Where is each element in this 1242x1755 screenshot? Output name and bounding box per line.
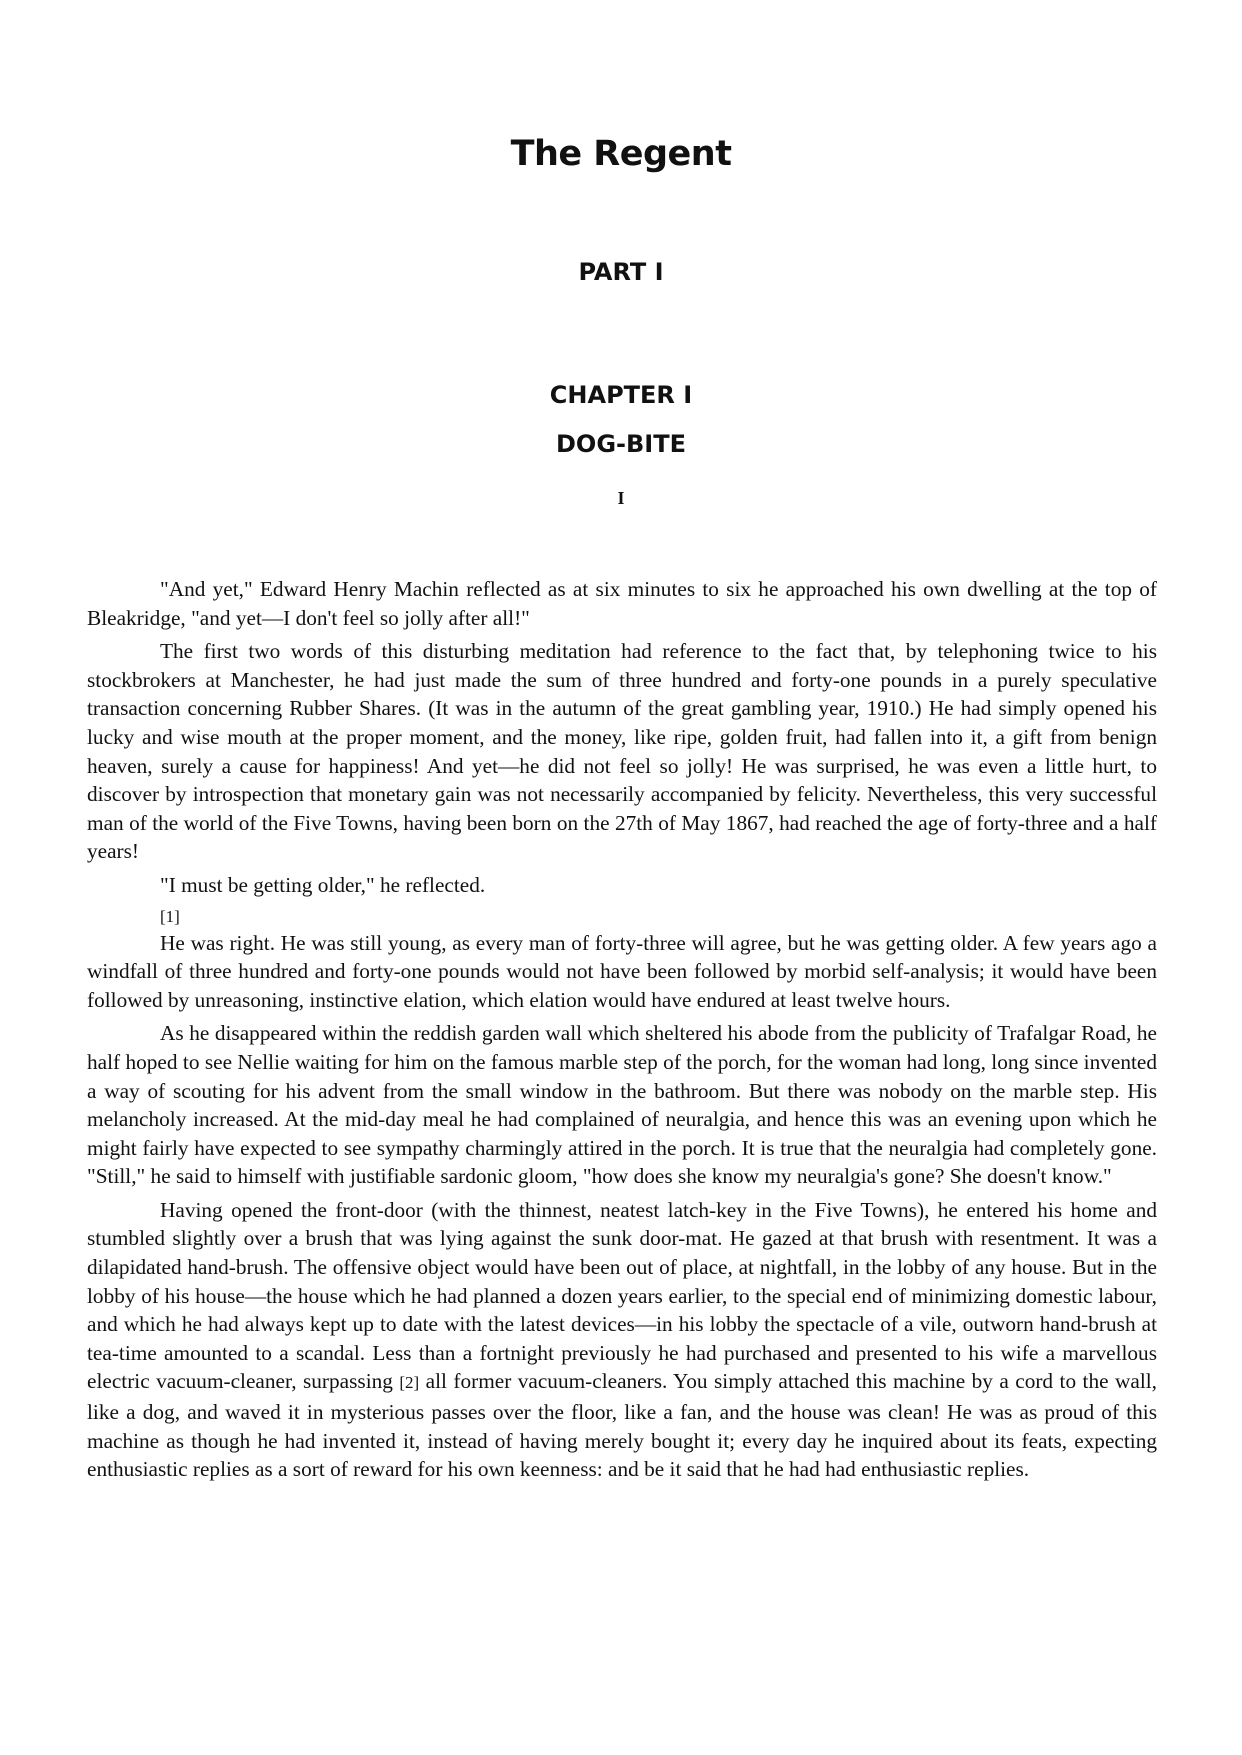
chapter-title: DOG-BITE [556,430,686,458]
page-number-marker: [2] [399,1373,420,1393]
paragraph: "And yet," Edward Henry Machin reflected as at six minutes to six he approached his own dwelling at the top of Bleakridge, "and yet—I don't feel so jolly after all!" [87,577,1157,630]
paragraph: The first two words of this disturbing meditation had reference to the fact that, by telephoning twice to his stockbrokers at Manchester, he had just made the sum of three hundred and forty-one pounds in a purely speculative transaction concerning Rubber Shares. (It was in the autumn of the great gambling year, 1910.) He had simply opened his lucky and wise mouth at the proper moment, and the money, like ripe, golden fruit, had fallen into it, a gift from benign heaven, surely a cause for happiness! And yet—he did not feel so jolly! He was surprised, he was even a little hurt, to discover by introspection that monetary gain was not necessarily accompanied by felicity. Nevertheless, this very successful man of the world of the Five Towns, having been born on the 27th of May 1867, had reached the age of forty-three and a half years! [87,639,1157,864]
paragraph-text: all former vacuum-cleaners. You simply attached this machine by a cord to the wall, like a dog, and waved it in mysterious passes over the floor, like a fan, and the house was clean! He was as proud of this machine as though he had invented it, instead of having merely bought it; every day he inquired about its feats, expecting enthusiastic replies as a sort of reward for his own keenness: and be it said that he had had enthusiastic replies. [87,1369,1157,1482]
chapter-body [87,575,1157,1489]
part-heading: PART I [578,258,664,286]
book-title: The Regent [510,134,732,174]
paragraph: He was right. He was still young, as every man of forty-three will agree, but he was getting older. A few years ago a windfall of three hundred and forty-one pounds would not have been followed by morbid self-analysis; it would have been followed by unreasoning, instinctive elation, which elation would have endured at least twelve hours. [87,930,1157,1012]
chapter-heading: CHAPTER I [549,381,693,409]
page-number-marker: [1] [160,906,180,926]
paragraph [87,1196,1157,1484]
paragraph: "I must be getting older," he reflected. [160,872,486,897]
section-number: I [617,488,625,508]
paragraph: As he disappeared within the reddish garden wall which sheltered his abode from the publicity of Trafalgar Road, he half hoped to see Nellie waiting for him on the famous marble step of the porch, for the woman had long, long since invented a way of scouting for his advent from the small window in the bathroom. But there was nobody on the marble step. His melancholy increased. At the mid-day meal he had complained of neuralgia, and hence this was an evening upon which he might fairly have expected to see sympathy charmingly attired in the porch. It is true that the neuralgia had completely gone. "Still," he said to himself with justifiable sardonic gloom, "how does she know my neuralgia's gone? She doesn't know." [87,1021,1157,1189]
paragraph-text: Having opened the front-door (with the thinnest, neatest latch-key in the Five Towns), he entered his home and stumbled slightly over a brush that was lying against the sunk door-mat. He gazed at that brush with resentment. It was a dilapidated hand-brush. The offensive object would have been out of place, at nightfall, in the lobby of any house. But in the lobby of his house—the house which he had planned a dozen years earlier, to the special end of minimizing domestic labour, and which he had always kept up to date with the latest devices—in his lobby the spectacle of a vile, outworn hand-brush at tea-time amounted to a scandal. Less than a fortnight previously he had purchased and presented to his wife a marvellous electric vacuum-cleaner, surpassing [87,1197,1157,1394]
